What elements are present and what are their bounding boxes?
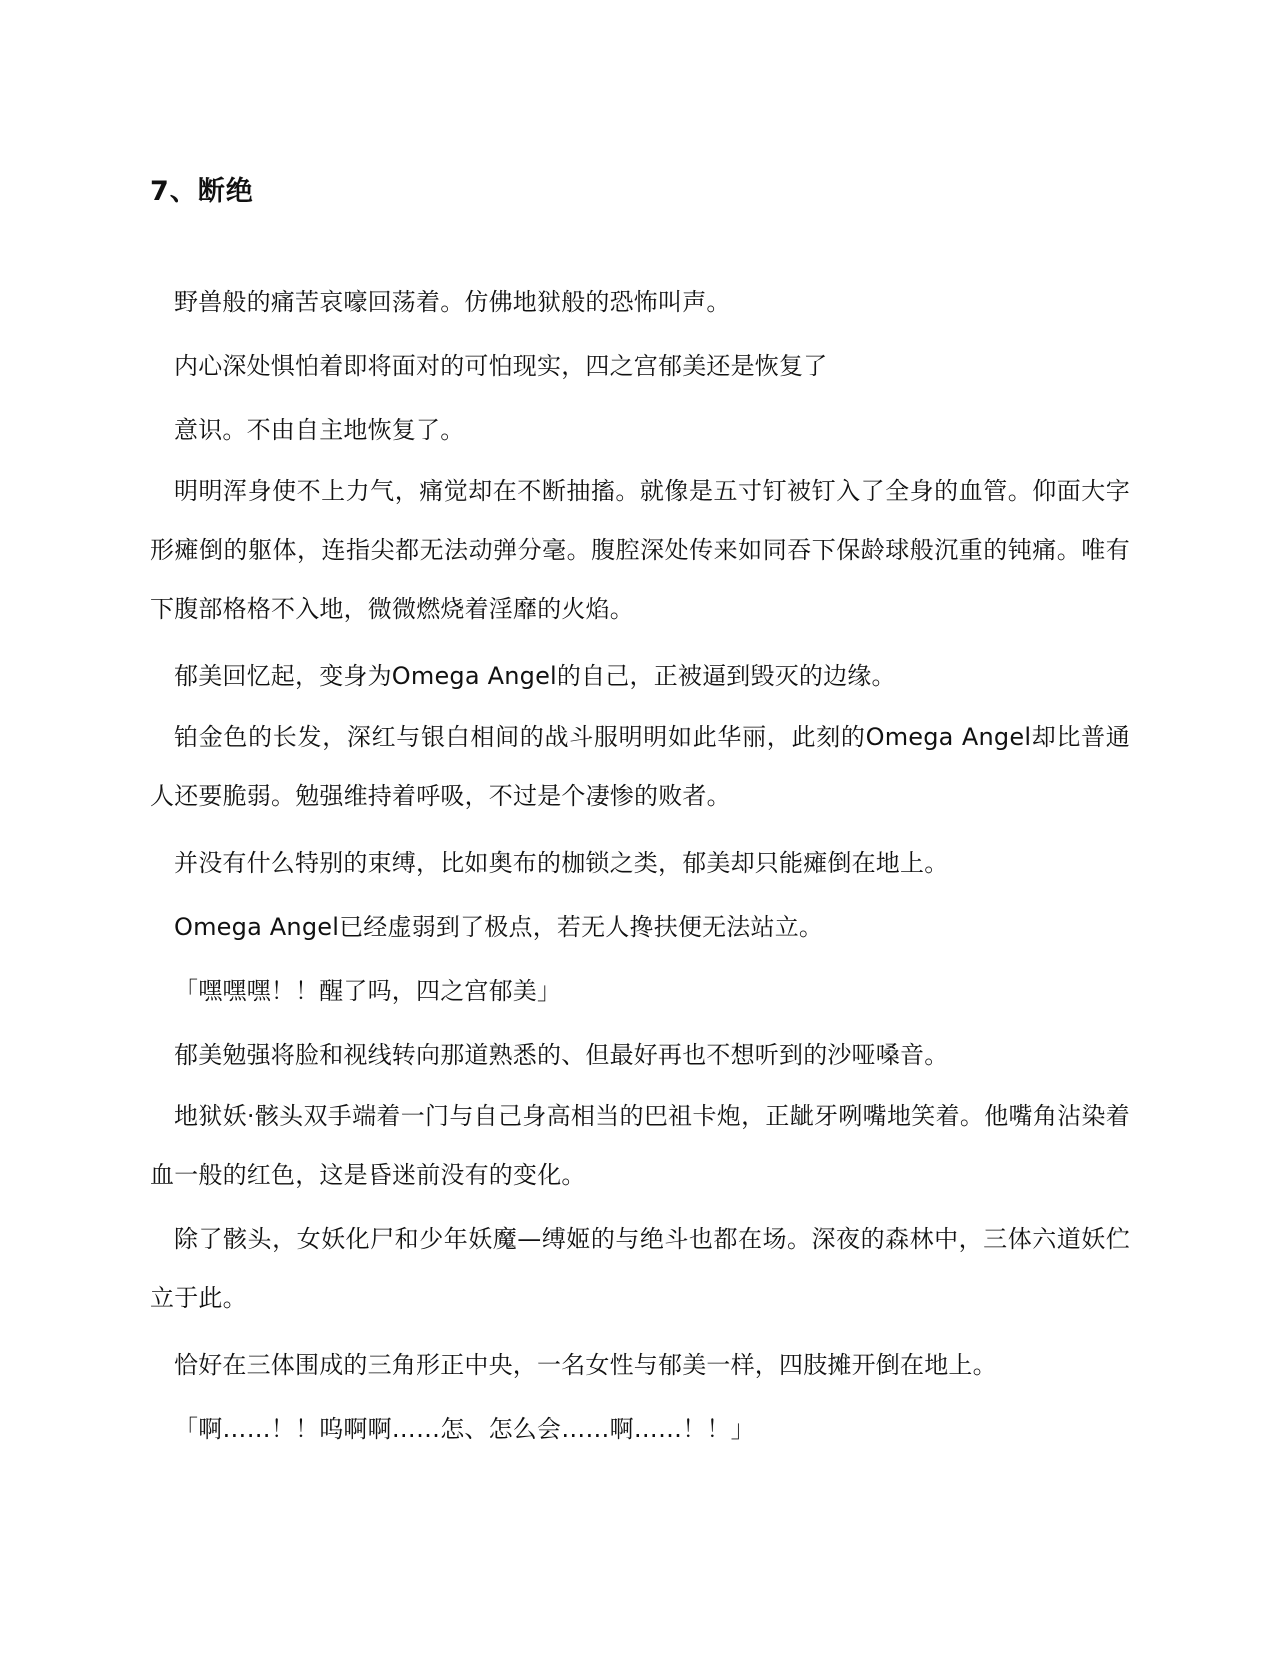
dialogue-line: 「啊……！！呜啊啊……怎、怎么会……啊……！！」	[174, 1415, 755, 1443]
paragraph: 地狱妖·骸头双手端着一门与自己身高相当的巴祖卡炮，正龇牙咧嘴地笑着。他嘴角沾染着血一般的红色，这是昏迷前没有的变化。	[150, 1102, 1130, 1189]
paragraph: 意识。不由自主地恢复了。	[174, 416, 465, 444]
paragraph: Omega Angel已经虚弱到了极点，若无人搀扶便无法站立。	[174, 913, 824, 941]
paragraph: 郁美回忆起，变身为Omega Angel的自己，正被逼到毁灭的边缘。	[174, 662, 896, 690]
paragraph: 恰好在三体围成的三角形正中央，一名女性与郁美一样，四肢摊开倒在地上。	[174, 1351, 997, 1379]
paragraph: 郁美勉强将脸和视线转向那道熟悉的、但最好再也不想听到的沙哑嗓音。	[174, 1041, 949, 1069]
paragraph: 并没有什么特别的束缚，比如奥布的枷锁之类，郁美却只能瘫倒在地上。	[174, 849, 949, 877]
chapter-body	[150, 270, 1130, 1461]
paragraph: 铂金色的长发，深红与银白相间的战斗服明明如此华丽，此刻的Omega Angel却比普通人还要脆弱。勉强维持着呼吸，不过是个凄惨的败者。	[150, 723, 1130, 810]
paragraph: 明明浑身使不上力气，痛觉却在不断抽搐。就像是五寸钉被钉入了全身的血管。仰面大字形瘫倒的躯体，连指尖都无法动弹分毫。腹腔深处传来如同吞下保龄球般沉重的钝痛。唯有下腹部格格不入地，微微燃烧着淫靡的火焰。	[150, 477, 1130, 623]
paragraph: 野兽般的痛苦哀嚎回荡着。仿佛地狱般的恐怖叫声。	[174, 288, 731, 316]
paragraph: 除了骸头，女妖化尸和少年妖魔—缚姬的与绝斗也都在场。深夜的森林中，三体六道妖伫立于此。	[150, 1225, 1130, 1312]
dialogue-line: 「嘿嘿嘿！！醒了吗，四之宫郁美」	[174, 977, 562, 1005]
paragraph: 内心深处惧怕着即将面对的可怕现实，四之宫郁美还是恢复了	[174, 352, 828, 380]
chapter-title: 7、断绝	[150, 176, 254, 207]
